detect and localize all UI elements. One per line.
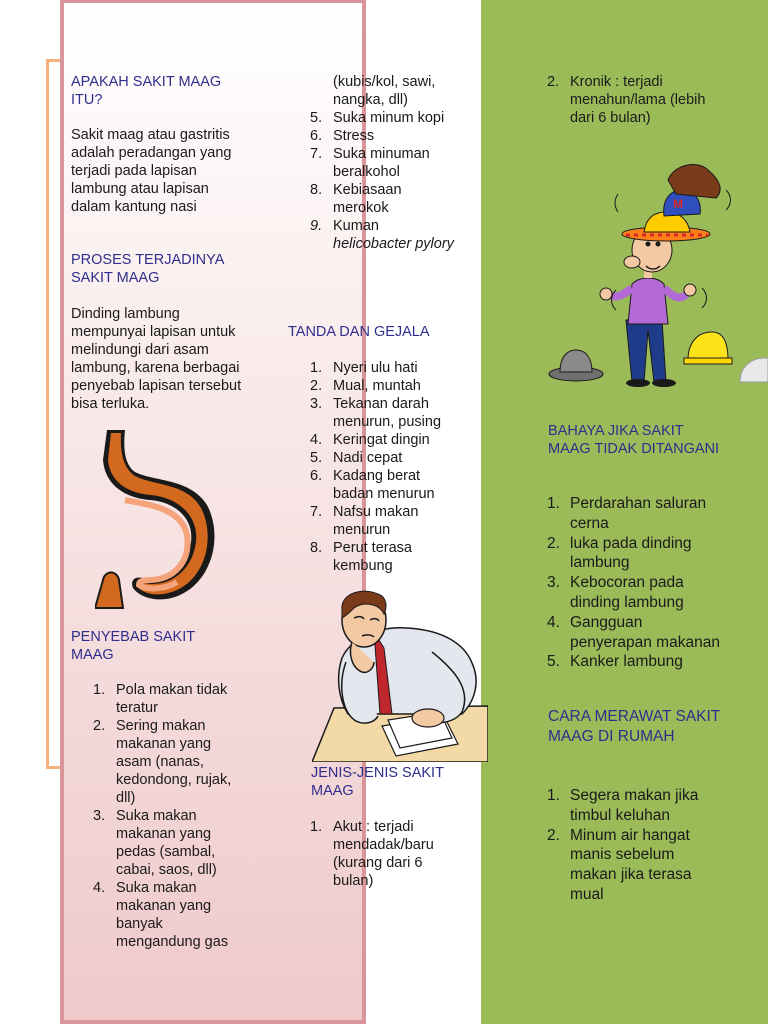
dangers-list [547,494,722,672]
list-item: 6. Kadang berat badan menurun [310,468,435,502]
heading-types: JENIS-JENIS SAKIT MAAG [311,765,444,799]
list-item: 5. Nadi cepat [310,450,403,466]
causes-list-continued [310,109,460,253]
heading-what-is-maag: APAKAH SAKIT MAAG ITU? [71,74,222,108]
hat-letter-m: M [673,197,683,211]
stomach-illustration [95,430,220,610]
list-item: 5. Suka minum kopi [310,110,445,126]
list-item: 2. Mual, muntah [310,378,421,394]
list-item: 8. Kebiasaan merokok [310,182,402,216]
paragraph-definition: Sakit maag atau gastritis adalah peradangan yang terjadi pada lapisan lambung atau lapisan dalam kantung nasi [71,127,232,215]
list-item: 4. Keringat dingin [310,432,430,448]
list-item: 9. Kuman helicobacter pylory [310,218,454,252]
list-item: 4. Gangguan penyerapan makanan [547,613,720,651]
list-item: 3. Suka makan makanan yang pedas (sambal, cabai, saos, dll) [93,808,217,878]
list-item: 1. Segera makan jika timbul keluhan [547,787,699,824]
list-item: 2. Sering makan makanan yang asam (nanas, kedondong, rujak, dll) [93,718,232,806]
list-item: 3. Kebocoran pada dinding lambung [547,574,684,611]
list-item: 4. Suka makan makanan yang banyak mengandung gas [93,880,229,950]
list-item: 2. Kronik : terjadi menahun/lama (lebih dari 6 bulan) [547,74,706,126]
list-item: 1. Akut : terjadi mendadak/baru (kurang dari 6 bulan) [310,819,434,889]
tired-man-illustration [312,588,488,762]
types-list-continued [547,73,707,127]
list-item: 2. Minum air hangat manis sebelum makan jika terasa mual [547,826,692,903]
home-care-list [547,786,717,905]
orange-bracket [46,59,60,769]
causes-list [93,681,243,951]
list-item: 2. luka pada dinding lambung [547,534,692,572]
list-item: 1. Pola makan tidak teratur [93,682,228,716]
heading-dangers: BAHAYA JIKA SAKIT MAAG TIDAK DITANGANI [548,423,720,457]
list-item: 7. Suka minuman beralkohol [310,146,430,180]
list-item: 1. Perdarahan saluran cerna [547,495,707,532]
list-item: 7. Nafsu makan menurun [310,504,419,538]
types-list [310,818,455,890]
heading-process: PROSES TERJADINYA SAKIT MAAG [71,252,224,286]
heading-causes: PENYEBAB SAKIT MAAG [71,629,195,663]
list-item: 8. Perut terasa kembung [310,540,412,574]
list-item: 6. Stress [310,128,375,144]
causes-continued-text: (kubis/kol, sawi, nangka, dll) [333,74,436,108]
symptoms-list [310,359,460,575]
paragraph-process: Dinding lambung mempunyai lapisan untuk melindungi dari asam lambung, karena berbagai penyebab lapisan tersebut bisa terluka. [71,306,242,412]
list-item: 5. Kanker lambung [547,653,683,671]
list-item: 3. Tekanan darah menurun, pusing [310,396,442,430]
heading-home-care: CARA MERAWAT SAKIT MAAG DI RUMAH [548,708,720,745]
list-item: 1. Nyeri ulu hati [310,360,418,376]
hats-man-illustration [548,160,768,388]
heading-symptoms: TANDA DAN GEJALA [288,324,430,340]
